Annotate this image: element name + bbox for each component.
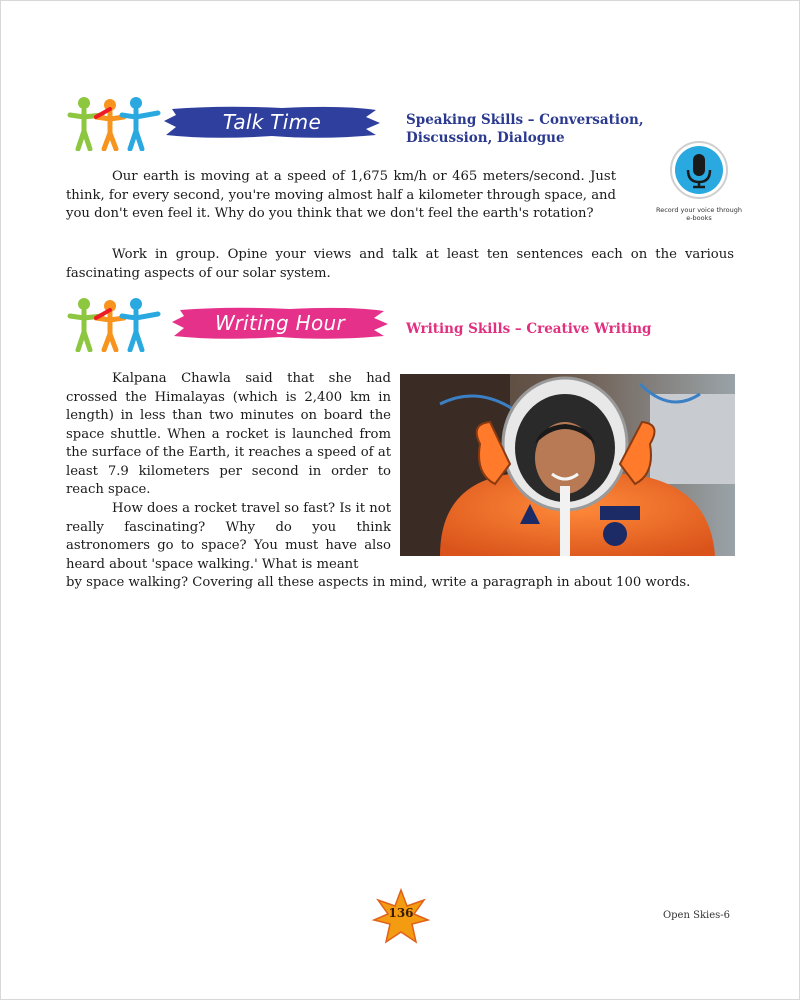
speaking-skills-label: Speaking Skills – Conversation, Discussion, Dialogue xyxy=(406,112,644,146)
record-voice-label: Record your voice through e-books xyxy=(655,206,742,222)
talk-paragraph-2: Work in group. Opine your views and talk at least ten sentences each on the various fascinating aspects of our solar system. xyxy=(66,247,734,281)
writing-paragraph-1: Kalpana Chawla said that she had crossed the Himalayas (which is 2,400 km in length) in less than two minutes on board the space shuttle. When a rocket is launched from the surface of the Earth, it reaches a speed of at least 7.9 kilometers per second in order to reach space. xyxy=(66,371,391,497)
people-group-icon xyxy=(66,95,162,151)
writing-hour-banner xyxy=(170,306,390,340)
page-number: 136 xyxy=(388,906,414,920)
microphone-icon[interactable] xyxy=(669,140,729,200)
talk-paragraph-1: Our earth is moving at a speed of 1,675 km/h or 465 meters/second. Just think, for every second, you're moving almost half a kilometer through space, and you don't even feel it. Why do you think that we don't feel the earth's rotation? xyxy=(66,169,616,221)
writing-hour-header xyxy=(66,296,746,356)
talk-time-banner xyxy=(162,105,382,139)
record-voice-widget[interactable] xyxy=(654,140,744,222)
writing-hour-title: Writing Hour xyxy=(214,311,346,335)
people-group-icon xyxy=(66,296,162,352)
talk-time-title: Talk Time xyxy=(222,110,322,134)
astronaut-photo xyxy=(400,374,735,556)
writing-paragraph-3: by space walking? Covering all these aspects in mind, write a paragraph in about 100 words. xyxy=(66,575,691,590)
book-title: Open Skies-6 xyxy=(662,910,730,921)
writing-skills-label: Writing Skills – Creative Writing xyxy=(406,321,652,337)
writing-paragraph-2: How does a rocket travel so fast? Is it not really fascinating? Why do you think astronomers go to space? You must have also heard about 'space walking.' What is meant xyxy=(66,501,391,572)
talk-time-header xyxy=(66,95,746,155)
